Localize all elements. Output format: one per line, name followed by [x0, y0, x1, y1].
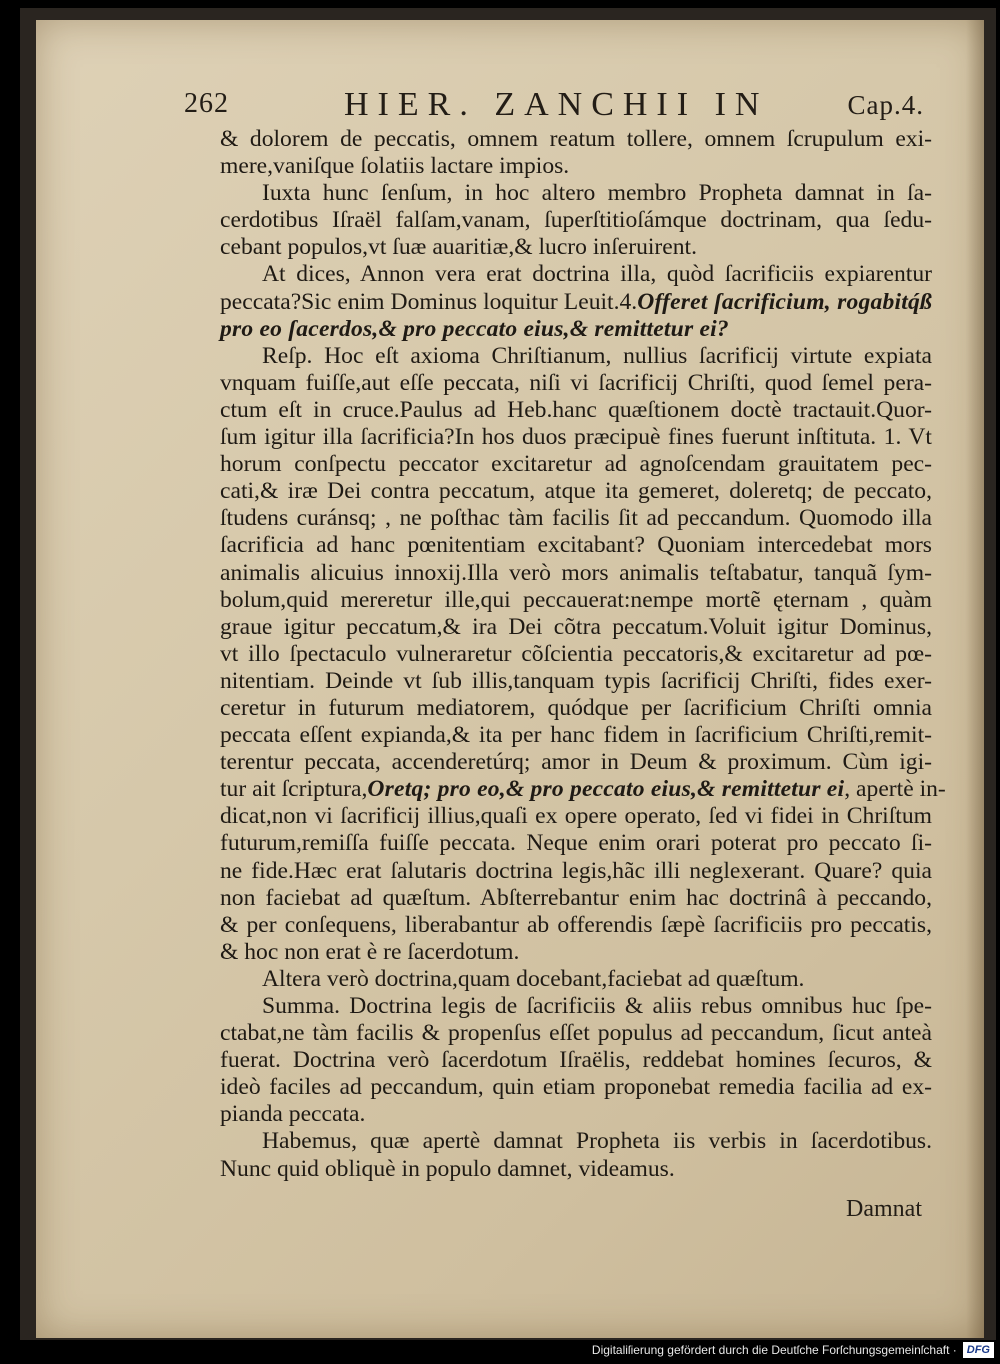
text-line: ideò faciles ad peccandum, quin etiam proponebat remedia facilia ad ex-: [220, 1074, 932, 1101]
text-line: pianda peccata.: [220, 1101, 366, 1128]
text-line: ſum igitur illa ſacrificia?In hos duos præcipuè fines fuerunt inſtituta. 1. Vt: [220, 424, 932, 451]
text-line: bolum,quid mereretur ille,qui peccauerat:nempe mortẽ ęternam , quàm: [220, 586, 932, 613]
text-line: animalis alicuius innoxij.Illa verò mors animalis teſtabatur, tanquã ſym-: [220, 559, 932, 586]
chapter-reference: Cap.4.: [847, 90, 924, 120]
text-line: fuerat. Doctrina verò ſacerdotum Iſraëlis, reddebat homines ſecuros, &: [220, 1047, 932, 1074]
text-line: peccata eſſent expianda,& ita per hanc fidem in ſacrificium Chriſti,remit-: [220, 722, 932, 749]
text-line: Nunc quid obliquè in populo damnet, videamus.: [220, 1155, 675, 1182]
text-line: mere,vaniſque ſolatiis lactare impios.: [220, 153, 570, 180]
text-line: ne fide.Hæc erat ſalutaris doctrina legis,hãc illi neglexerant. Quare? quia: [220, 857, 932, 884]
text-line: ctum eſt in cruce.Paulus ad Heb.hanc quæſtionem doctè tractauit.Quor-: [220, 396, 932, 423]
text-line: vnquam fuiſſe,aut eſſe peccata, niſi vi ſacrificij Chriſti, quod ſemel pera-: [220, 369, 932, 396]
text-line: Habemus, quæ apertè damnat Propheta iis verbis in ſacerdotibus.: [262, 1128, 932, 1155]
text-line: cati,& iræ Dei contra peccatum, atque ita gemeret, doleretq; de peccato,: [220, 478, 932, 505]
text-line: & dolorem de peccatis, omnem reatum tollere, omnem ſcrupulum exi-: [220, 126, 932, 152]
text-line: ſacrificia ad hanc pœnitentiam excitabant? Quoniam intercedebat mors: [220, 532, 932, 559]
text-line: ceretur in futurum mediatorem, quódque per ſacrificium Chriſti omnia: [220, 694, 932, 721]
text-line: graue igitur peccatum,& ira Dei cõtra peccatum.Voluit igitur Dominus,: [220, 613, 932, 640]
text-line: cerdotibus Iſraël falſam,vanam, ſuperſtitioſámque doctrinam, qua ſedu-: [220, 207, 932, 234]
catchword: Damnat: [846, 1196, 922, 1222]
footer-attribution: [592, 1340, 994, 1360]
text-line: nitentiam. Deinde vt ſub illis,tanquam typis ſacrificij Chriſti, fides exer-: [220, 667, 932, 694]
body-text: [220, 126, 946, 1183]
italic-quote-line: pro eo ſacerdos,& pro peccato eius,& remittetur ei?: [220, 315, 729, 342]
page-header: [184, 86, 924, 126]
text-line: vt illo ſpectaculo vulneraretur cõſcientia peccatoris,& excitaretur ad pœ-: [220, 640, 932, 667]
text-line: cebant populos,vt ſuæ auaritiæ,& lucro inſeruirent.: [220, 234, 698, 261]
text-line: futurum,remiſſa fuiſſe peccata. Neque enim orari poterat pro peccato ſi-: [220, 830, 932, 857]
italic-quote: Oretq; pro eo,& pro peccato eius,& remittetur ei: [367, 776, 845, 803]
text-line: tur ait ſcriptura,Oretq; pro eo,& pro peccato eius,& remittetur ei, apertè in-: [220, 776, 946, 803]
page-number: 262: [184, 88, 229, 119]
text-line: Iuxta hunc ſenſum, in hoc altero membro Propheta damnat in ſa-: [262, 180, 932, 207]
dfg-logo[interactable]: DFG: [963, 1342, 994, 1358]
text-line: ctabat,ne tàm facilis & propenſus eſſet populus ad peccandum, ſicut anteà: [220, 1020, 932, 1047]
text-line: At dices, Annon vera erat doctrina illa, quòd ſacrificiis expiarentur: [262, 261, 932, 288]
text-line: Reſp. Hoc eſt axioma Chriſtianum, nullius ſacrificij virtute expiata: [262, 342, 932, 369]
text-line: horum conſpectu peccator excitaretur ad agnoſcendam grauitatem pec-: [220, 451, 932, 478]
text-line: Summa. Doctrina legis de ſacrificiis & aliis rebus omnibus huc ſpe-: [262, 993, 932, 1019]
page-edge-shadow: [966, 20, 984, 1338]
running-title: HIER. ZANCHII IN: [344, 86, 769, 123]
text-line: peccata?Sic enim Dominus loquitur Leuit.4.Offeret ſacrificium, rogabitq́ß: [220, 288, 932, 315]
text-line: Altera verò doctrina,quam docebant,faciebat ad quæſtum.: [262, 965, 805, 992]
text-line: & hoc non erat è re ſacerdotum.: [220, 938, 520, 965]
text-line: terentur peccata, accenderetúrq; amor in Deum & proximum. Cùm igi-: [220, 749, 932, 776]
funding-text: Digitaliſierung gefördert durch die Deutſche Forſchungsgemeinſchaft ·: [591, 1343, 957, 1357]
text-line: dicat,non vi ſacrificij illius,quaſi ex opere operato, ſed vi fidei in Chriſtum: [220, 803, 932, 830]
text-line: & per conſequens, liberabantur ab offerendis ſæpè ſacrificiis pro peccatis,: [220, 911, 932, 938]
text-line: non faciebat ad quæſtum. Abſterrebantur enim hac doctrinâ à peccando,: [220, 884, 932, 911]
text-line: ſtudens curánsq; , ne poſthac tàm facilis ſit ad peccandum. Quomodo illa: [220, 505, 932, 532]
italic-quote: Offeret ſacrificium, rogabitq́ß: [637, 288, 932, 315]
